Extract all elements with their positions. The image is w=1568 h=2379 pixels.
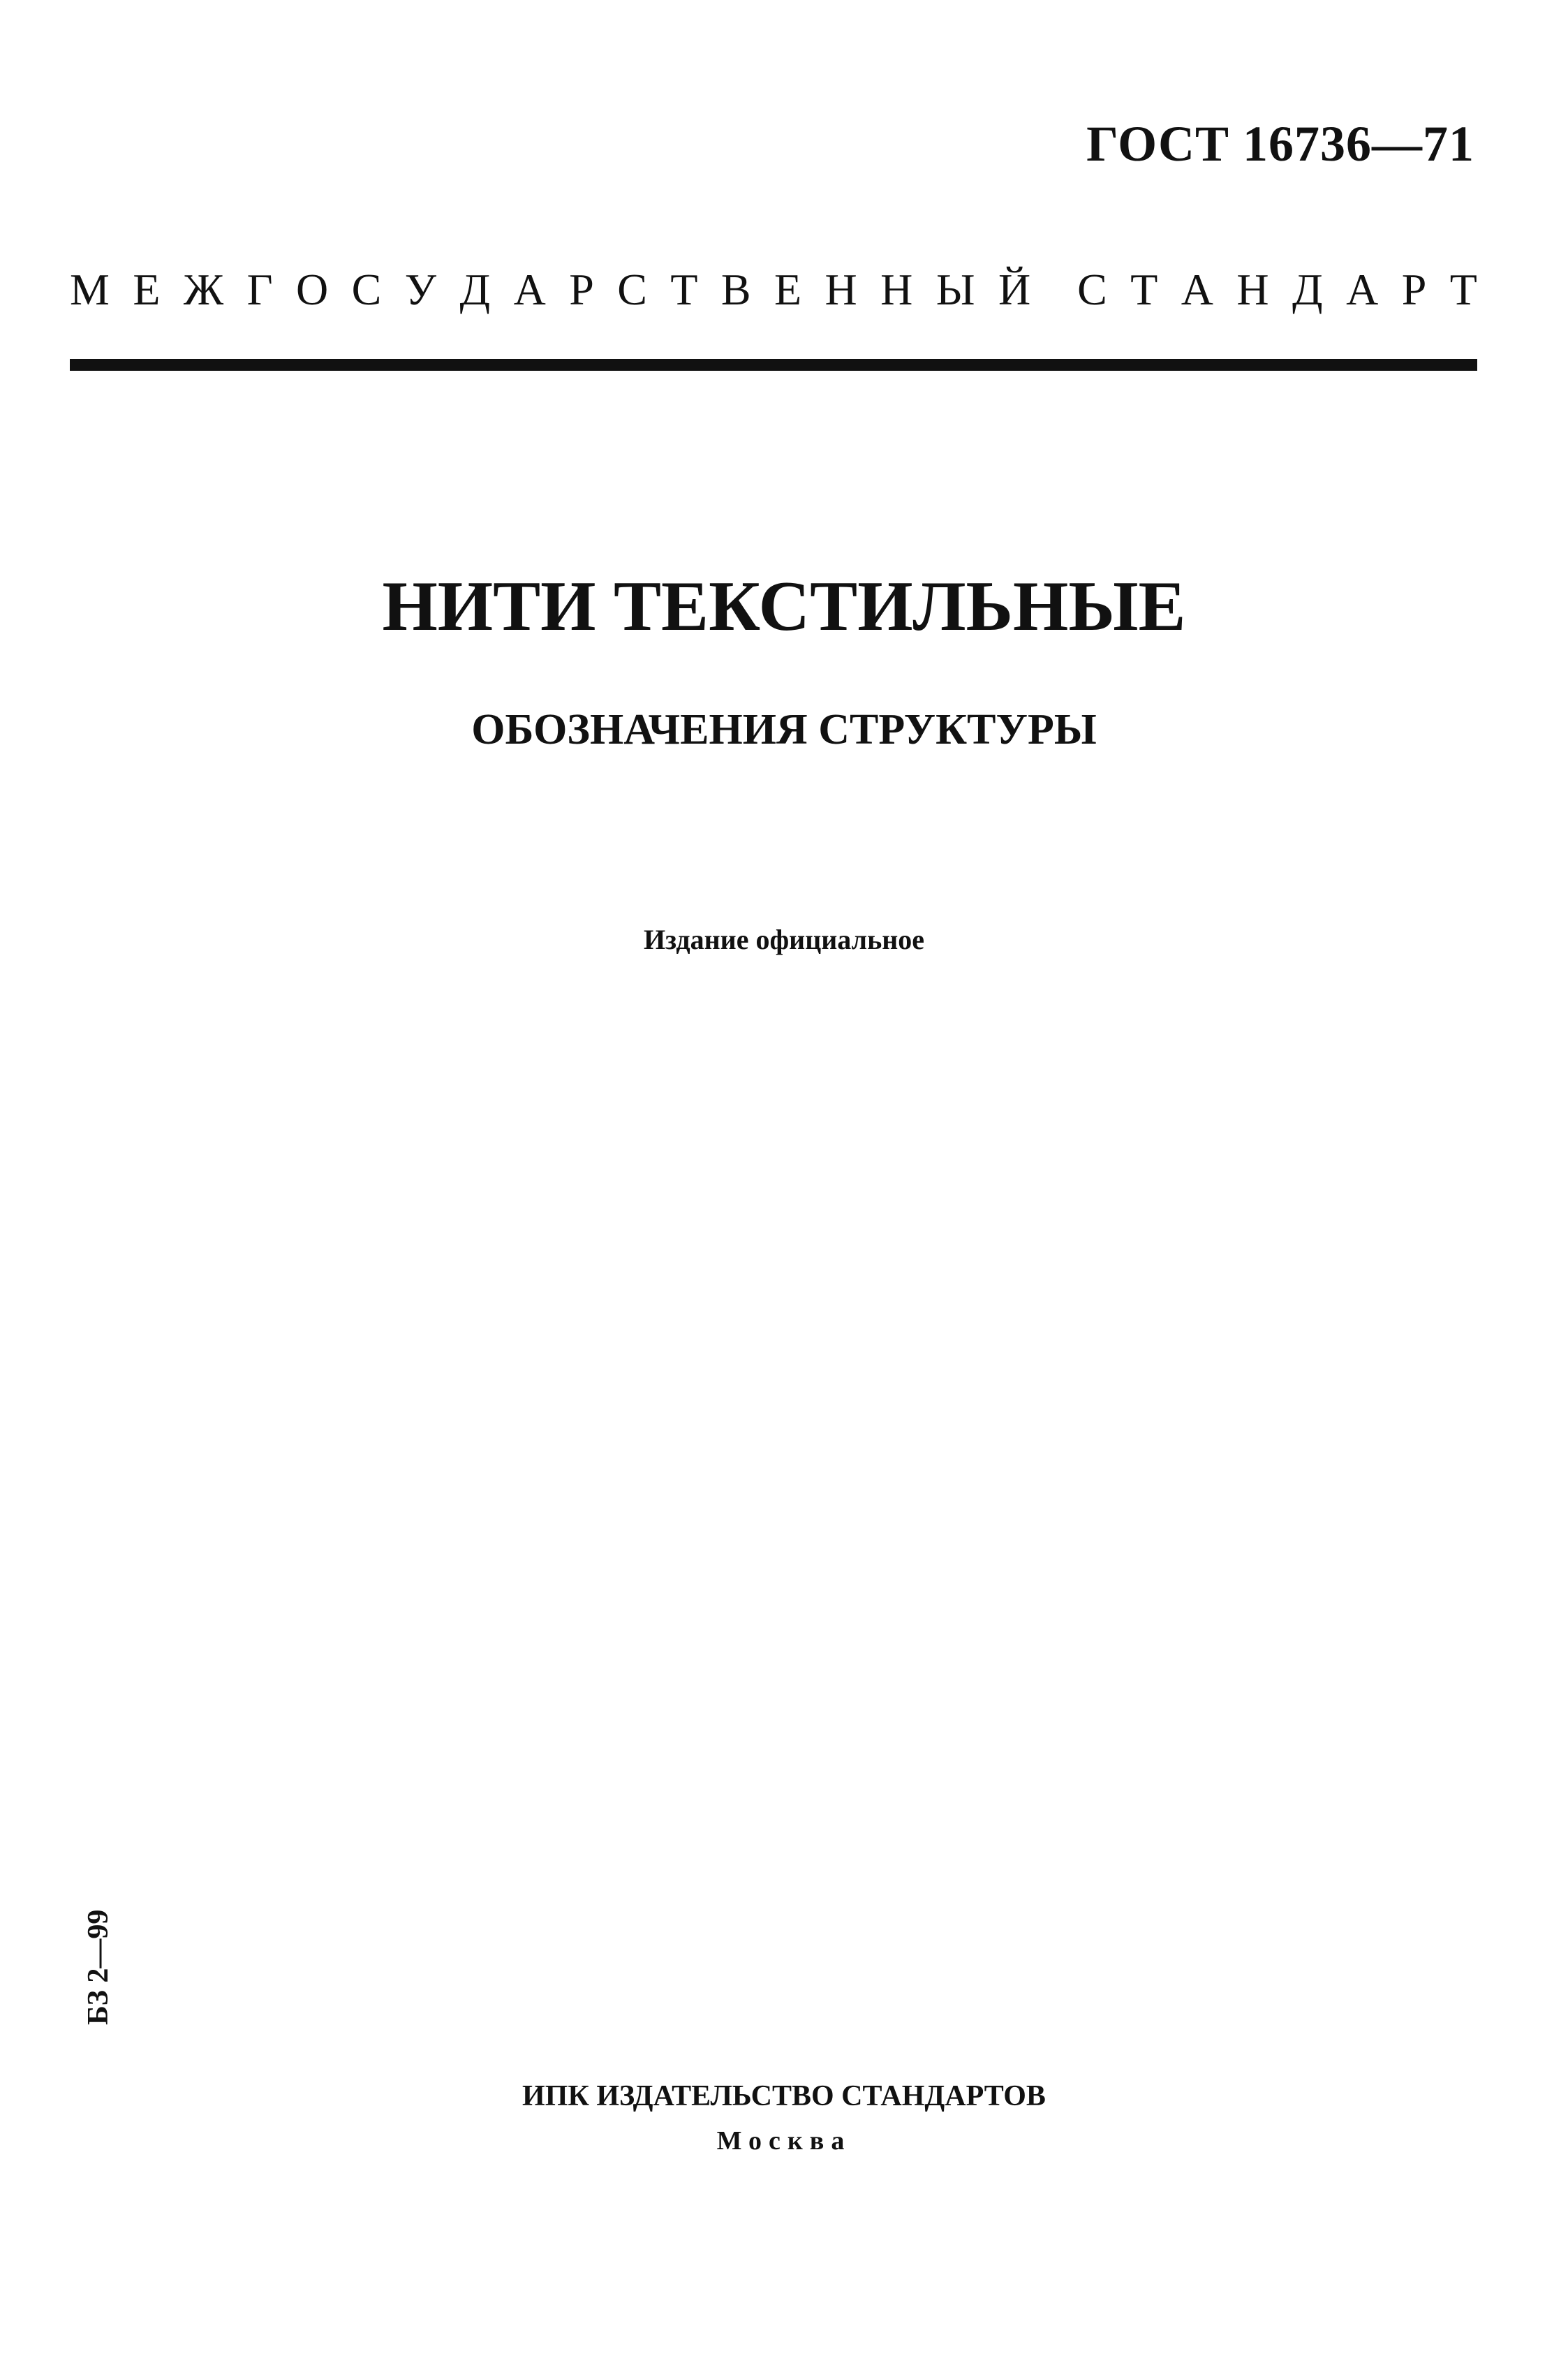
standard-type-heading bbox=[70, 264, 1477, 316]
standard-type-letter: О bbox=[296, 265, 329, 314]
standard-type-letter: Д bbox=[1292, 265, 1323, 314]
standard-type-letter: У bbox=[404, 265, 437, 314]
standard-type-letter: Н bbox=[1236, 265, 1269, 314]
standard-type-letter: Н bbox=[824, 265, 857, 314]
standard-type-letter: В bbox=[720, 265, 751, 314]
standard-type-letter: Г bbox=[246, 265, 273, 314]
edition-note: Издание официальное bbox=[643, 924, 925, 955]
standard-type-letter: Е bbox=[133, 265, 161, 314]
standard-type-letter: Ж bbox=[183, 265, 224, 314]
side-code: БЗ 2—99 bbox=[82, 1909, 114, 2025]
standard-type-letter: Т bbox=[1449, 265, 1477, 314]
standard-type-letter: С bbox=[1077, 265, 1107, 314]
standard-type-letter: Й bbox=[998, 265, 1031, 314]
standard-type-letter: Е bbox=[774, 265, 802, 314]
standard-type-letter: С bbox=[351, 265, 382, 314]
standard-type-letter: М bbox=[70, 265, 110, 314]
publisher: ИПК ИЗДАТЕЛЬСТВО СТАНДАРТОВ bbox=[522, 2080, 1046, 2112]
standard-type-letter: Д bbox=[459, 265, 491, 314]
document-subtitle: ОБОЗНАЧЕНИЯ СТРУКТУРЫ bbox=[471, 706, 1097, 753]
standard-type-letter: С bbox=[617, 265, 647, 314]
standard-type-letter: Т bbox=[670, 265, 698, 314]
standard-type-letter: Р bbox=[1401, 265, 1427, 314]
header-rule bbox=[70, 359, 1477, 371]
standard-type-letter: Т bbox=[1130, 265, 1158, 314]
document-title: НИТИ ТЕКСТИЛЬНЫЕ bbox=[382, 567, 1186, 646]
publication-city: Москва bbox=[716, 2126, 852, 2156]
gost-number: ГОСТ 16736—71 bbox=[1086, 116, 1474, 172]
standard-type-letter: А bbox=[513, 265, 546, 314]
standard-type-letter: А bbox=[1346, 265, 1379, 314]
standard-type-letter: А bbox=[1181, 265, 1213, 314]
standard-type-letter: Н bbox=[880, 265, 913, 314]
standard-type-letter: Ы bbox=[935, 265, 975, 314]
standard-type-letter: Р bbox=[569, 265, 594, 314]
